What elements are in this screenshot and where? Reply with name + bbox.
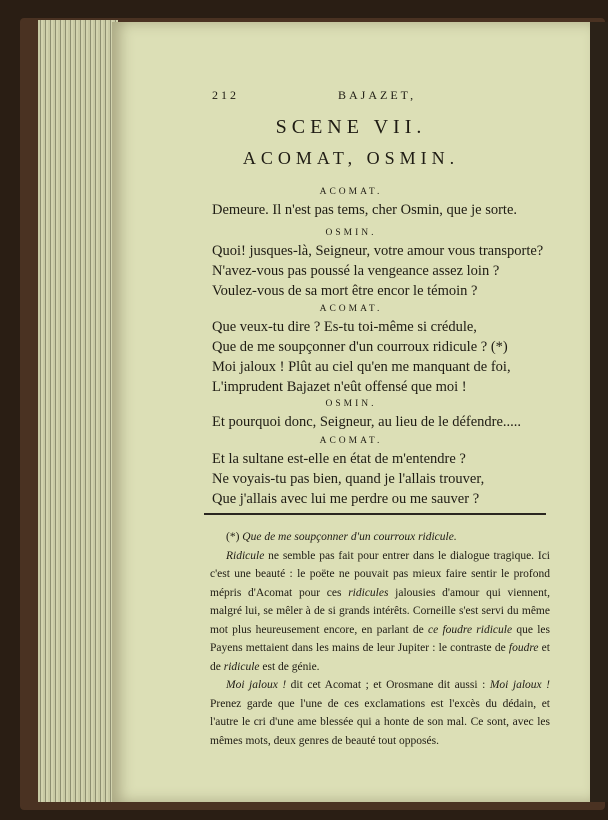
verse-line: Quoi! jusques-là, Seigneur, votre amour vous transporte? xyxy=(212,243,544,259)
page-number: 212 xyxy=(212,88,239,102)
scene-title: SCENE VII. xyxy=(275,116,427,138)
italic-text: ridicule xyxy=(223,660,260,673)
page-edges xyxy=(38,20,118,802)
speaker-name: ACOMAT. xyxy=(319,187,383,197)
italic-text: Ridicule xyxy=(226,549,265,562)
footnote-marker: (*) xyxy=(226,531,240,543)
verse-line: Que veux-tu dire ? Es-tu toi-même si crédule, xyxy=(212,319,477,335)
verse-line: L'imprudent Bajazet n'eût offensé que moi ! xyxy=(212,379,467,395)
verse-line: Demeure. Il n'est pas tems, cher Osmin, que je sorte. xyxy=(212,202,518,218)
text: Prenez garde que l'une de ces exclamations est l'excès du dédain, et l'autre le cri d'une ame blessée qui a honte de son mal. Ce sont, avec les mêmes mots, deux genres de beauté tout opposés. xyxy=(210,697,550,747)
text: que les Payens mettaient dans les mains de leur Jupiter : le contraste de xyxy=(210,623,551,654)
text: dit cet Acomat ; et Orosmane dit aussi : xyxy=(286,679,490,691)
verse-line: Que j'allais avec lui me perdre ou me sauver ? xyxy=(212,491,480,507)
verse-line: Que de me soupçonner d'un courroux ridicule ? (*) xyxy=(212,339,508,355)
text: et de xyxy=(210,642,550,673)
scene-characters: ACOMAT, OSMIN. xyxy=(242,148,460,168)
text: ne semble pas fait pour entrer dans le dialogue tragique. Ici c'est une beauté : le poëte ne pouvait pas mieux faire sentir le profond mépris d'Acomat pour ces xyxy=(210,549,550,599)
verse-line: Et la sultane est-elle en état de m'entendre ? xyxy=(212,451,466,467)
speaker-name: OSMIN. xyxy=(325,399,377,409)
italic-text: Moi jaloux ! xyxy=(489,679,550,691)
italic-text: ce foudre ridicule xyxy=(427,623,513,636)
footnote xyxy=(210,528,550,750)
italic-text: foudre xyxy=(508,642,539,654)
footnote-paragraph-2 xyxy=(210,676,550,750)
verse-line: Moi jaloux ! Plût au ciel qu'en me manquant de foi, xyxy=(212,359,511,375)
speaker-name: OSMIN. xyxy=(325,228,377,238)
text: est de génie. xyxy=(259,660,320,673)
footnote-divider xyxy=(204,513,546,515)
verse-line: Voulez-vous de sa mort être encor le témoin ? xyxy=(212,283,478,299)
next-page-edge xyxy=(590,22,608,802)
verse-line: Et pourquoi donc, Seigneur, au lieu de le défendre..... xyxy=(212,414,522,430)
speaker-name: ACOMAT. xyxy=(319,304,383,314)
verse-line: N'avez-vous pas poussé la vengeance assez loin ? xyxy=(212,263,500,279)
speaker-name: ACOMAT. xyxy=(319,436,383,446)
footnote-quote: Que de me soupçonner d'un courroux ridicule. xyxy=(242,531,457,543)
text: jalousies d'amour qui viennent, malgré lui, se mêler à de si grands intérêts. Corneille s'est servi du même mot plus heureusement encore, en parlant de xyxy=(210,586,550,636)
verse-line: Ne voyais-tu pas bien, quand je l'allais trouver, xyxy=(212,471,485,487)
book-page xyxy=(112,22,590,802)
running-title: BAJAZET, xyxy=(338,88,417,102)
italic-text: Moi jaloux ! xyxy=(226,679,287,691)
footnote-paragraph-1 xyxy=(210,547,550,677)
italic-text: ridicules xyxy=(348,586,389,599)
